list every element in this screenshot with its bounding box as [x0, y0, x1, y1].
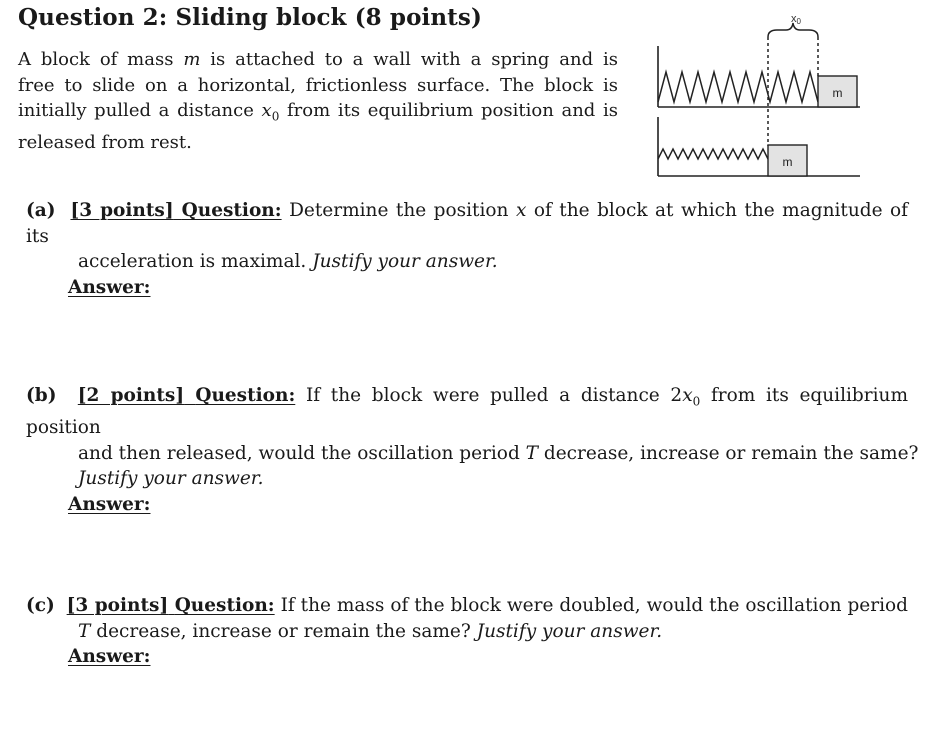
distance-subscript: 0	[271, 109, 280, 124]
part-c	[26, 593, 908, 670]
part-b-period-variable: T	[525, 442, 539, 464]
part-b-text-post: from its equilibrium position	[26, 385, 908, 439]
question-title: Question 2: Sliding block (8 points)	[18, 4, 482, 31]
part-b-justify: Justify your answer.	[78, 468, 264, 490]
part-c-answer-label: Answer:	[68, 646, 151, 667]
intro-line-3	[18, 98, 618, 130]
part-a-text-cont: acceleration is maximal.	[78, 251, 313, 272]
part-a-text-pre: Determine the position	[289, 200, 516, 221]
part-a-text-post: of the block at which the magnitude of its	[26, 200, 908, 247]
part-a-justify: Justify your answer.	[312, 251, 498, 272]
part-c-text-cont: decrease, increase or remain the same?	[90, 620, 477, 642]
intro-line-3-pre: initially pulled a distance	[18, 100, 262, 121]
bottom-spring	[658, 149, 768, 159]
part-c-text: If the mass of the block were doubled, would the oscillation period	[280, 595, 908, 616]
part-a	[26, 198, 908, 300]
part-a-position-variable: x	[515, 200, 527, 221]
bottom-block-label: m	[782, 155, 793, 169]
displacement-label: x0	[791, 13, 801, 26]
part-b-distance-subscript: 0	[692, 394, 701, 409]
part-b-text-cont-post: decrease, increase or remain the same?	[538, 442, 919, 464]
intro-line-4: released from rest.	[18, 132, 192, 154]
part-a-points: [3 points] Question:	[70, 200, 282, 221]
part-c-period-variable: T	[78, 620, 91, 642]
top-spring	[658, 72, 818, 102]
part-a-label: (a)	[26, 200, 56, 221]
part-b-points: [2 points] Question:	[77, 385, 296, 406]
part-c-line-2	[26, 619, 908, 645]
part-a-answer-label: Answer:	[68, 276, 151, 298]
part-c-points: [3 points] Question:	[66, 595, 275, 616]
part-b-line-2	[26, 441, 919, 467]
part-a-line-2	[26, 249, 908, 275]
part-b-question-label: Question:	[195, 385, 296, 406]
part-b-line-1	[26, 383, 908, 441]
intro-line-1-post: is attached to a wall with a spring and is	[200, 49, 618, 70]
displacement-brace	[768, 23, 818, 37]
part-c-justify: Justify your answer.	[476, 620, 663, 642]
intro-line-1	[18, 47, 618, 73]
intro-line-1-pre: A block of mass	[18, 49, 184, 70]
part-c-label: (c)	[26, 595, 55, 616]
top-block-label: m	[832, 86, 843, 100]
part-b-label: (b)	[26, 385, 57, 406]
part-b-answer-label: Answer:	[68, 493, 151, 515]
part-b-text-cont-pre: and then released, would the oscillation period	[78, 442, 526, 464]
intro-line-2: free to slide on a horizontal, frictionless surface. The block is	[18, 74, 618, 96]
part-b-distance-variable: x	[682, 385, 693, 406]
distance-variable: x	[261, 100, 272, 121]
part-b	[26, 383, 919, 517]
part-c-question-label: Question:	[174, 595, 275, 616]
intro-line-3-post: from its equilibrium position and is	[279, 100, 618, 121]
part-b-text-pre: If the block were pulled a distance 2	[305, 385, 683, 406]
problem-statement	[18, 47, 618, 156]
part-a-line-1	[26, 198, 908, 249]
spring-block-figure	[650, 6, 865, 181]
part-a-question-label: Question:	[181, 200, 282, 221]
part-c-line-1	[26, 593, 908, 619]
mass-variable: m	[183, 49, 201, 70]
